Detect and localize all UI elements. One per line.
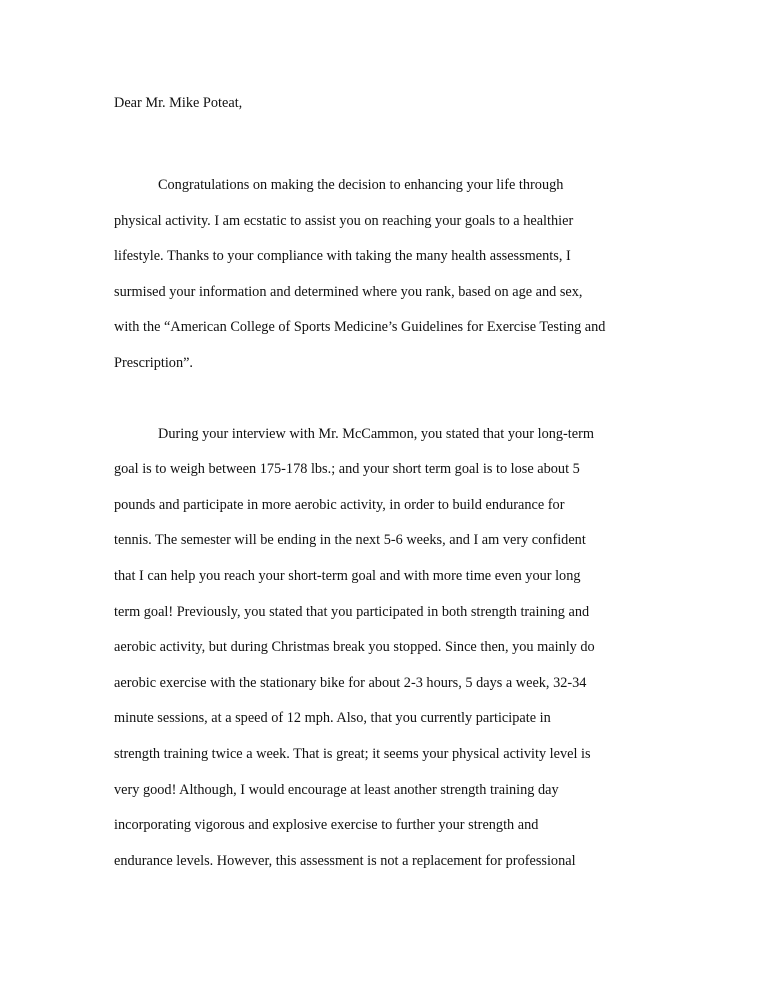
paragraph-1 [114,168,658,382]
spacer [114,120,658,168]
paragraph-line: Congratulations on making the decision to enhancing your life through [158,177,564,193]
letter-body [114,86,658,879]
paragraph-line: minute sessions, at a speed of 12 mph. Also, that you currently participate in [114,710,551,727]
paragraph-line: During your interview with Mr. McCammon, you stated that your long-term [158,425,594,442]
paragraph-line: surmised your information and determined where you rank, based on age and sex, [114,283,583,300]
paragraph-line: goal is to weigh between 175-178 lbs.; and your short term goal is to lose about 5 [114,461,580,478]
paragraph-line: that I can help you reach your short-term goal and with more time even your long [114,567,581,584]
paragraph-line: physical activity. I am ecstatic to assist you on reaching your goals to a healthier [114,212,574,229]
paragraph-line: incorporating vigorous and explosive exercise to further your strength and [114,817,539,834]
paragraph-line: aerobic exercise with the stationary bike for about 2-3 hours, 5 days a week, 32-34 [114,674,587,691]
paragraph-line: endurance levels. However, this assessment is not a replacement for professional [114,852,576,869]
paragraph-line: pounds and participate in more aerobic activity, in order to build endurance for [114,496,565,513]
paragraph-line: lifestyle. Thanks to your compliance with taking the many health assessments, I [114,248,571,265]
spacer [114,382,658,417]
paragraph-line: with the “American College of Sports Medicine’s Guidelines for Exercise Testing and [114,319,606,336]
paragraph-line: Prescription”. [114,354,194,371]
paragraph-line: term goal! Previously, you stated that you participated in both strength training and [114,603,590,620]
paragraph-line: aerobic activity, but during Christmas break you stopped. Since then, you mainly do [114,639,595,656]
paragraph-line: very good! Although, I would encourage at least another strength training day [114,781,559,798]
salutation: Dear Mr. Mike Poteat, [114,95,243,111]
paragraph-2 [114,417,658,880]
paragraph-line: strength training twice a week. That is great; it seems your physical activity level is [114,745,591,762]
paragraph-line: tennis. The semester will be ending in the next 5-6 weeks, and I am very confident [114,532,586,549]
